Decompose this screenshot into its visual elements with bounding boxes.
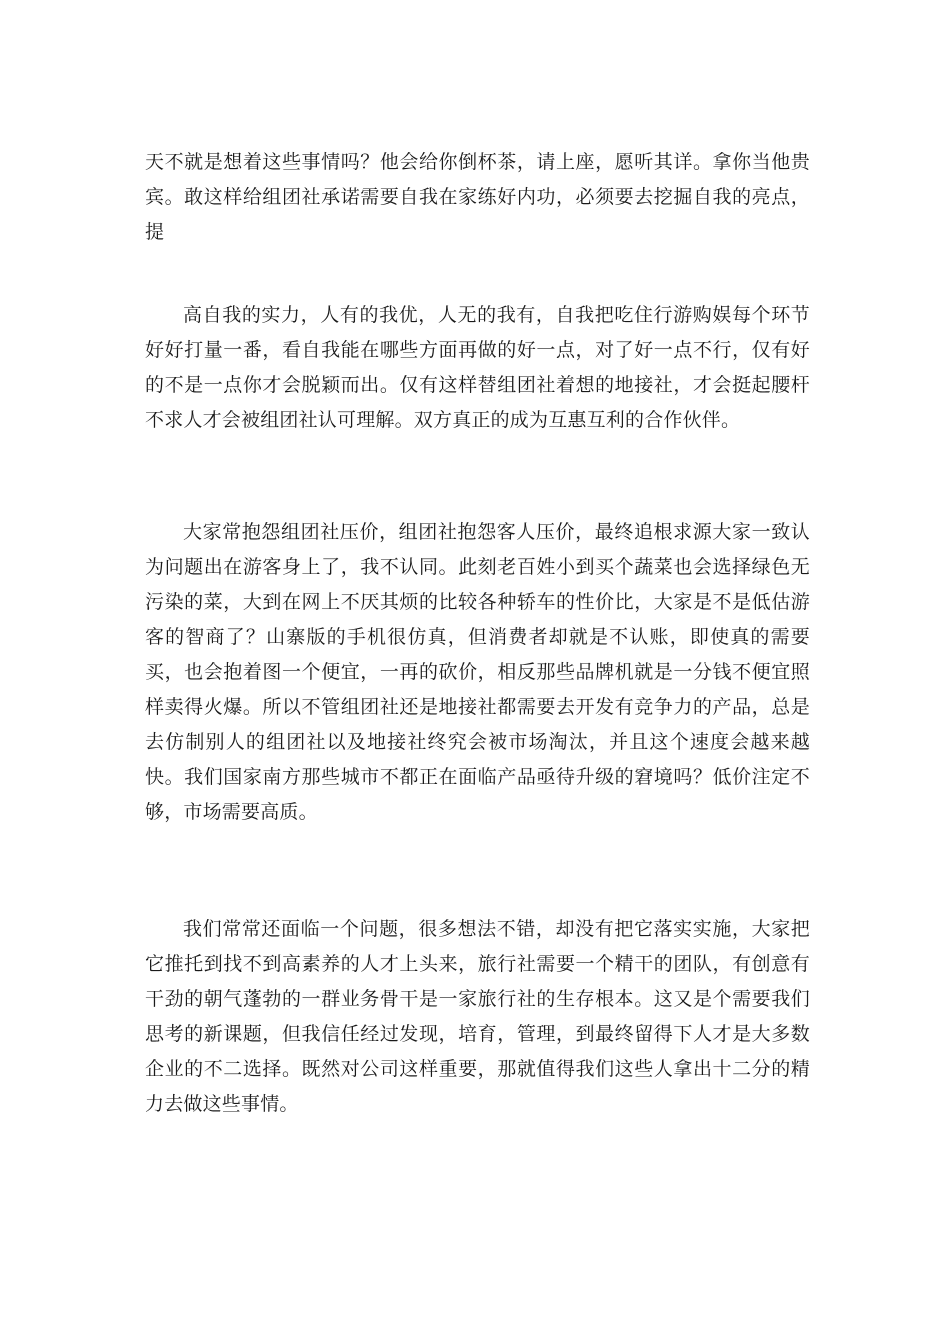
paragraph-4: 我们常常还面临一个问题，很多想法不错，却没有把它落实实施，大家把它推托到找不到高素养的人才上头来，旅行社需要一个精干的团队，有创意有干劲的朝气蓬勃的一群业务骨干是一家旅行社的生存根本。这又是个需要我们思考的新课题，但我信任经过发现，培育，管理，到最终留得下人才是大多数企业的不二选择。既然对公司这样重要，那就值得我们这些人拿出十二分的精力去做这些事情。 [145, 918, 810, 1115]
paragraph-1: 天不就是想着这些事情吗？他会给你倒杯茶，请上座，愿听其详。拿你当他贵宾。敢这样给组团社承诺需要自我在家练好内功，必须要去挖掘自我的亮点，提 [145, 151, 810, 243]
paragraph-2: 高自我的实力，人有的我优，人无的我有，自我把吃住行游购娱每个环节好好打量一番，看自我能在哪些方面再做的好一点，对了好一点不行，仅有好的不是一点你才会脱颖而出。仅有这样替组团社着想的地接社，才会挺起腰杆不求人才会被组团社认可理解。双方真正的成为互惠互利的合作伙伴。 [145, 304, 810, 431]
paragraph-3: 大家常抱怨组团社压价，组团社抱怨客人压价，最终追根求源大家一致认为问题出在游客身上了，我不认同。此刻老百姓小到买个蔬菜也会选择绿色无污染的菜，大到在网上不厌其烦的比较各种轿车的性价比，大家是不是低估游客的智商了？山寨版的手机很仿真，但消费者却就是不认账，即使真的需要买，也会抱着图一个便宜，一再的砍价，相反那些品牌机就是一分钱不便宜照样卖得火爆。所以不管组团社还是地接社都需要去开发有竞争力的产品，总是去仿制别人的组团社以及地接社终究会被市场淘汰，并且这个速度会越来越快。我们国家南方那些城市不都正在面临产品亟待升级的窘境吗？低价注定不够，市场需要高质。 [145, 521, 810, 823]
